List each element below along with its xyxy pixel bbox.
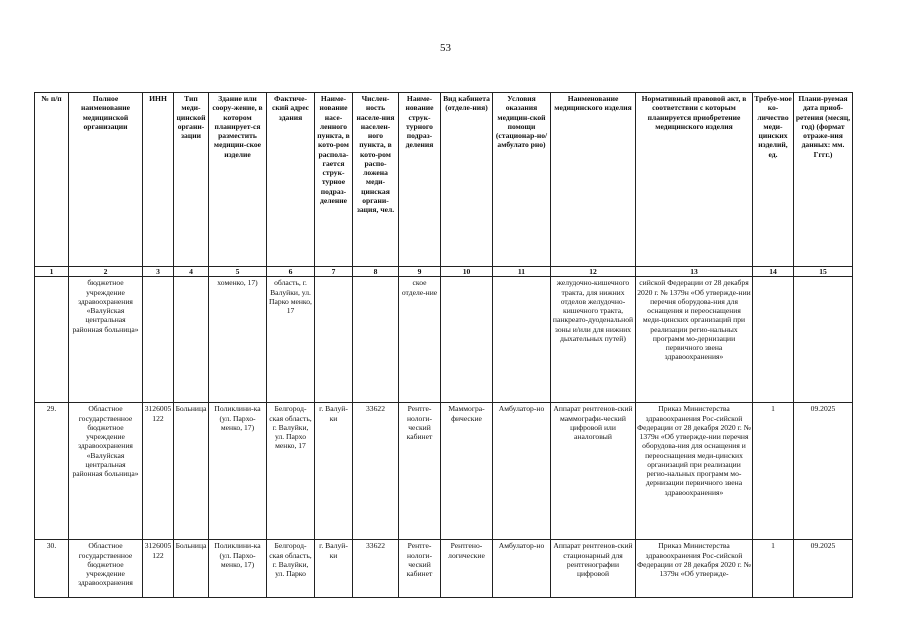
conditions-cell <box>493 277 551 403</box>
column-header: Вид кабинета (отделе-ния) <box>441 93 493 267</box>
purchase-date-cell: 09.2025 <box>794 403 853 540</box>
building-cell: хоменко, 17) <box>209 277 267 403</box>
conditions-cell: Амбулатор-но <box>493 403 551 540</box>
legal-act-cell: сийской Федерации от 28 декабря 2020 г. № 1379н «Об утвержде-нии перечня оборудова-ния для оснащения и переоснащения меди-цинских организаций при реализации регио-нальных программ мо-дернизации первичного звена здравоохранения» <box>636 277 753 403</box>
column-header: Наиме-нование струк-турного подраз-деления <box>399 93 441 267</box>
table-header-row <box>35 93 853 267</box>
org-name-text: Областное государственное бюджетное учреждение здравоохранения <box>78 541 133 588</box>
cabinet-type-cell: Маммогра-фические <box>441 403 493 540</box>
column-number-row <box>35 267 853 277</box>
inn-cell: 3126005122 <box>143 403 174 540</box>
org-name-cell: бюджетное учреждение здравоохранения «Валуйская центральная районная больница» <box>69 277 143 403</box>
column-number: 4 <box>174 267 209 277</box>
medical-equipment-table <box>34 92 853 598</box>
legal-act-cell <box>636 540 753 598</box>
column-number: 12 <box>551 267 636 277</box>
table-row <box>35 403 853 540</box>
device-name-cell: Аппарат рентгенов-ский стационарный для рентгенографии цифровой <box>551 540 636 598</box>
quantity-cell: 1 <box>753 540 794 598</box>
org-type-cell: Больница <box>174 403 209 540</box>
row-number-cell <box>35 277 69 403</box>
table-row <box>35 277 853 403</box>
column-header: Полное наименование медицинской организации <box>69 93 143 267</box>
column-number: 9 <box>399 267 441 277</box>
column-header: Нормативный правовой акт, в соответствии с которым планируется приобретение медицинского изделия <box>636 93 753 267</box>
column-header: Числен-ность населе-ния населен-ного пункта, в кото-ром распо-ложена меди-цинская органи-зация, чел. <box>353 93 399 267</box>
column-number: 5 <box>209 267 267 277</box>
inn-cell: 3126005122 <box>143 540 174 598</box>
row-number-cell: 30. <box>35 540 69 598</box>
legal-act-text: Приказ Министерства здравоохранения Рос-сийской Федерации от 28 декабря 2020 г. № 1379н «Об утвержде- <box>637 541 751 578</box>
column-header: Тип меди-цинской органи-зации <box>174 93 209 267</box>
org-name-cell: Областное государственное бюджетное учреждение здравоохранения «Валуйская центральная районная больница» <box>69 403 143 540</box>
column-number: 6 <box>267 267 315 277</box>
column-header: Требуе-мое ко-личество меди-цинских изделий, ед. <box>753 93 794 267</box>
cabinet-type-cell: Рентгено-логические <box>441 540 493 598</box>
population-cell: 33622 <box>353 540 399 598</box>
org-type-cell: Больница <box>174 540 209 598</box>
column-number: 10 <box>441 267 493 277</box>
column-number: 13 <box>636 267 753 277</box>
row-number-cell: 29. <box>35 403 69 540</box>
column-number: 11 <box>493 267 551 277</box>
legal-act-cell: Приказ Министерства здравоохранения Рос-сийской Федерации от 28 декабря 2020 г. № 1379н «Об утвержде-нии перечня оборудова-ния для оснащения и переоснащения меди-цинских организаций при реализации регио-нальных программ мо-дернизации первичного звена здравоохранения» <box>636 403 753 540</box>
division-cell: ское отделе-ние <box>399 277 441 403</box>
quantity-cell: 1 <box>753 403 794 540</box>
column-number: 2 <box>69 267 143 277</box>
device-name-cell: Аппарат рентгенов-ский маммографи-ческий цифровой или аналоговый <box>551 403 636 540</box>
column-header: Наименование медицинского изделия <box>551 93 636 267</box>
address-cell: Белгород-ская область, г. Валуйки, ул. Пархо менко, 17 <box>267 403 315 540</box>
building-cell: Поликлини-ка (ул. Пархо-менко, 17) <box>209 403 267 540</box>
inn-cell <box>143 277 174 403</box>
settlement-cell <box>315 277 353 403</box>
column-header: Наиме-нование насе-ленного пункта, в кото-ром распола-гается струк-турное подраз-деление <box>315 93 353 267</box>
division-cell: Рентге-нологи-ческий кабинет <box>399 403 441 540</box>
population-cell <box>353 277 399 403</box>
column-number: 8 <box>353 267 399 277</box>
purchase-date-cell <box>794 277 853 403</box>
population-cell: 33622 <box>353 403 399 540</box>
device-name-cell: желудочно-кишечного тракта, для нижних отделов желудочно-кишечного тракта, панкреато-дуоденальной зоны и/или для нижних дыхательных путей) <box>551 277 636 403</box>
division-cell: Рентге-нологи-ческий кабинет <box>399 540 441 598</box>
org-type-cell <box>174 277 209 403</box>
address-cell <box>267 540 315 598</box>
cabinet-type-cell <box>441 277 493 403</box>
column-header: Условия оказания медицин-ской помощи (стационар-но/амбулато рно) <box>493 93 551 267</box>
page-number: 53 <box>440 42 451 54</box>
building-cell: Поликлини-ка (ул. Пархо-менко, 17) <box>209 540 267 598</box>
column-header: Плани-руемая дата приоб-ретения (месяц, год) (формат отраже-ния данных: мм. Гггг.) <box>794 93 853 267</box>
column-number: 1 <box>35 267 69 277</box>
column-header: Фактиче-ский адрес здания <box>267 93 315 267</box>
column-number: 3 <box>143 267 174 277</box>
column-number: 7 <box>315 267 353 277</box>
conditions-cell: Амбулатор-но <box>493 540 551 598</box>
org-name-cell <box>69 540 143 598</box>
quantity-cell <box>753 277 794 403</box>
table-row <box>35 540 853 598</box>
column-header: Здание или соору-жение, в котором планирует-ся разместить медицин-ское изделие <box>209 93 267 267</box>
column-number: 15 <box>794 267 853 277</box>
column-header: ИНН <box>143 93 174 267</box>
address-cell: область, г. Валуйки, ул. Парко менко, 17 <box>267 277 315 403</box>
column-header: № п/п <box>35 93 69 267</box>
settlement-cell: г. Валуй-ки <box>315 540 353 598</box>
settlement-cell: г. Валуй-ки <box>315 403 353 540</box>
column-number: 14 <box>753 267 794 277</box>
address-text: Белгород-ская область, г. Валуйки, ул. Парко <box>269 541 312 578</box>
purchase-date-cell: 09.2025 <box>794 540 853 598</box>
